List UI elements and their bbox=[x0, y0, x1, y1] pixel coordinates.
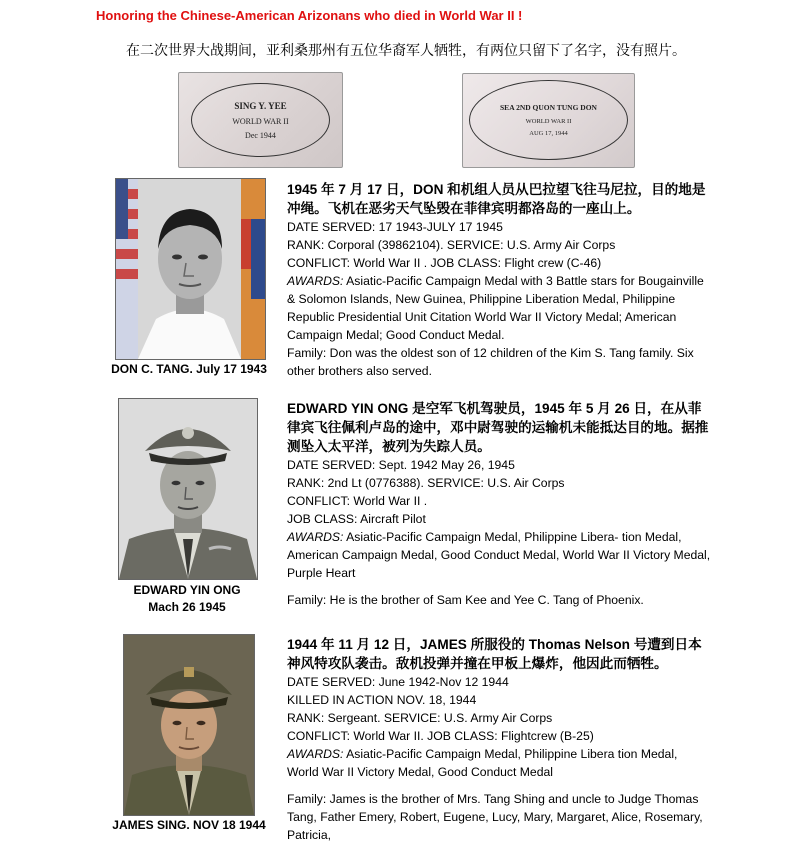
chinese-summary: 1944 年 11 月 12 日，JAMES 所服役的 Thomas Nelson 号遭到日本神风特攻队袭击。敌机投弹并撞在甲板上爆炸，他因此而牺牲。 bbox=[287, 637, 702, 671]
biography-don-c-tang bbox=[287, 180, 712, 380]
job-class: JOB CLASS: Aircraft Pilot bbox=[287, 512, 426, 526]
killed-in-action: KILLED IN ACTION NOV. 18, 1944 bbox=[287, 693, 477, 707]
plaque-date: Dec 1944 bbox=[245, 130, 276, 140]
portrait-caption: JAMES SING. NOV 18 1944 bbox=[112, 818, 266, 832]
caption-name: EDWARD YIN ONG bbox=[133, 583, 241, 597]
awards-text: Asiatic-Pacific Campaign Medal with 3 Battle stars for Bougainville & Solomon Islands, New Guinea, Philippine Liberation Medal, Philippine Republic Presidential Unit Citation World War II Victory Medal; American Campaign Medal; Good Conduct Medal. bbox=[287, 274, 704, 342]
family: Family: Don was the oldest son of 12 children of the Kim S. Tang family. Six other brothers also served. bbox=[287, 346, 694, 378]
paragraph-gap bbox=[287, 582, 712, 591]
paragraph-gap bbox=[287, 781, 712, 790]
portrait-photo-james-sing bbox=[123, 634, 255, 816]
memorial-plaque-quon-tung-don bbox=[462, 73, 635, 168]
portrait-caption bbox=[106, 582, 268, 616]
plaque-name: SING Y. YEE bbox=[234, 100, 287, 111]
portrait-caption: DON C. TANG. July 17 1943 bbox=[111, 362, 267, 376]
rank-service: RANK: Sergeant. SERVICE: U.S. Army Air Corps bbox=[287, 711, 553, 725]
plaque-date: AUG 17, 1944 bbox=[529, 130, 568, 137]
awards bbox=[287, 272, 712, 344]
plaque-oval bbox=[469, 80, 628, 160]
awards-label: AWARDS: bbox=[287, 274, 344, 288]
rank-service: RANK: 2nd Lt (0776388). SERVICE: U.S. Air Corps bbox=[287, 476, 565, 490]
portrait-photo-don-c-tang bbox=[115, 178, 266, 360]
portrait-illustration bbox=[116, 179, 265, 359]
caption-date: Mach 26 1945 bbox=[148, 600, 226, 614]
date-served: DATE SERVED: 17 1943-JULY 17 1945 bbox=[287, 220, 503, 234]
awards-text: Asiatic-Pacific Campaign Medal, Philippine Libera- tion Medal, American Campaign Medal, Good Conduct Medal, World War II Victory Medal, Purple Heart bbox=[287, 530, 711, 580]
conflict-job-class: CONFLICT: World War II. JOB CLASS: Flightcrew (B-25) bbox=[287, 729, 594, 743]
conflict: CONFLICT: World War II . bbox=[287, 494, 428, 508]
family: Family: He is the brother of Sam Kee and Yee C. Tang of Phoenix. bbox=[287, 593, 644, 607]
awards-text: Asiatic-Pacific Campaign Medal, Philippine Libera tion Medal, World War II Victory Medal, Good Conduct Medal bbox=[287, 747, 678, 779]
chinese-summary: EDWARD YIN ONG 是空军飞机驾驶员，1945 年 5 月 26 日，在从菲律宾飞往佩利卢岛的途中，邓中尉驾驶的运输机未能抵达目的地。据推测坠入太平洋，被列为失踪人员。 bbox=[287, 401, 709, 454]
plaque-war: WORLD WAR II bbox=[525, 118, 572, 125]
awards-label: AWARDS: bbox=[287, 530, 344, 544]
memorial-plaque-sing-y-yee bbox=[178, 72, 343, 168]
rank-service: RANK: Corporal (39862104). SERVICE: U.S. Army Air Corps bbox=[287, 238, 616, 252]
portrait-illustration bbox=[119, 399, 257, 579]
page-title: Honoring the Chinese-American Arizonans who died in World War II ! bbox=[96, 8, 523, 23]
awards bbox=[287, 528, 712, 582]
plaque-war: WORLD WAR II bbox=[232, 116, 289, 126]
date-served: DATE SERVED: Sept. 1942 May 26, 1945 bbox=[287, 458, 515, 472]
date-served: DATE SERVED: June 1942-Nov 12 1944 bbox=[287, 675, 509, 689]
plaque-name: SEA 2ND QUON TUNG DON bbox=[500, 103, 597, 112]
awards-label: AWARDS: bbox=[287, 747, 344, 761]
family: Family: James is the brother of Mrs. Tang Shing and uncle to Judge Thomas Tang, Father Emery, Robert, Eugene, Lucy, Mary, Margaret, Alice, Rosemary, Patricia, bbox=[287, 792, 703, 842]
page-subtitle: 在二次世界大战期间，亚利桑那州有五位华裔军人牺牲，有两位只留下了名字，没有照片。 bbox=[126, 42, 686, 58]
biography-james-sing bbox=[287, 635, 712, 844]
portrait-photo-edward-yin-ong bbox=[118, 398, 258, 580]
plaque-oval bbox=[191, 83, 330, 157]
conflict-job-class: CONFLICT: World War II . JOB CLASS: Flight crew (C-46) bbox=[287, 256, 602, 270]
awards bbox=[287, 745, 712, 781]
portrait-illustration bbox=[124, 635, 254, 815]
chinese-summary: 1945 年 7 月 17 日，DON 和机组人员从巴拉望飞往马尼拉，目的地是冲绳。飞机在恶劣天气坠毁在菲律宾明都洛岛的一座山上。 bbox=[287, 182, 706, 216]
biography-edward-yin-ong bbox=[287, 399, 712, 609]
